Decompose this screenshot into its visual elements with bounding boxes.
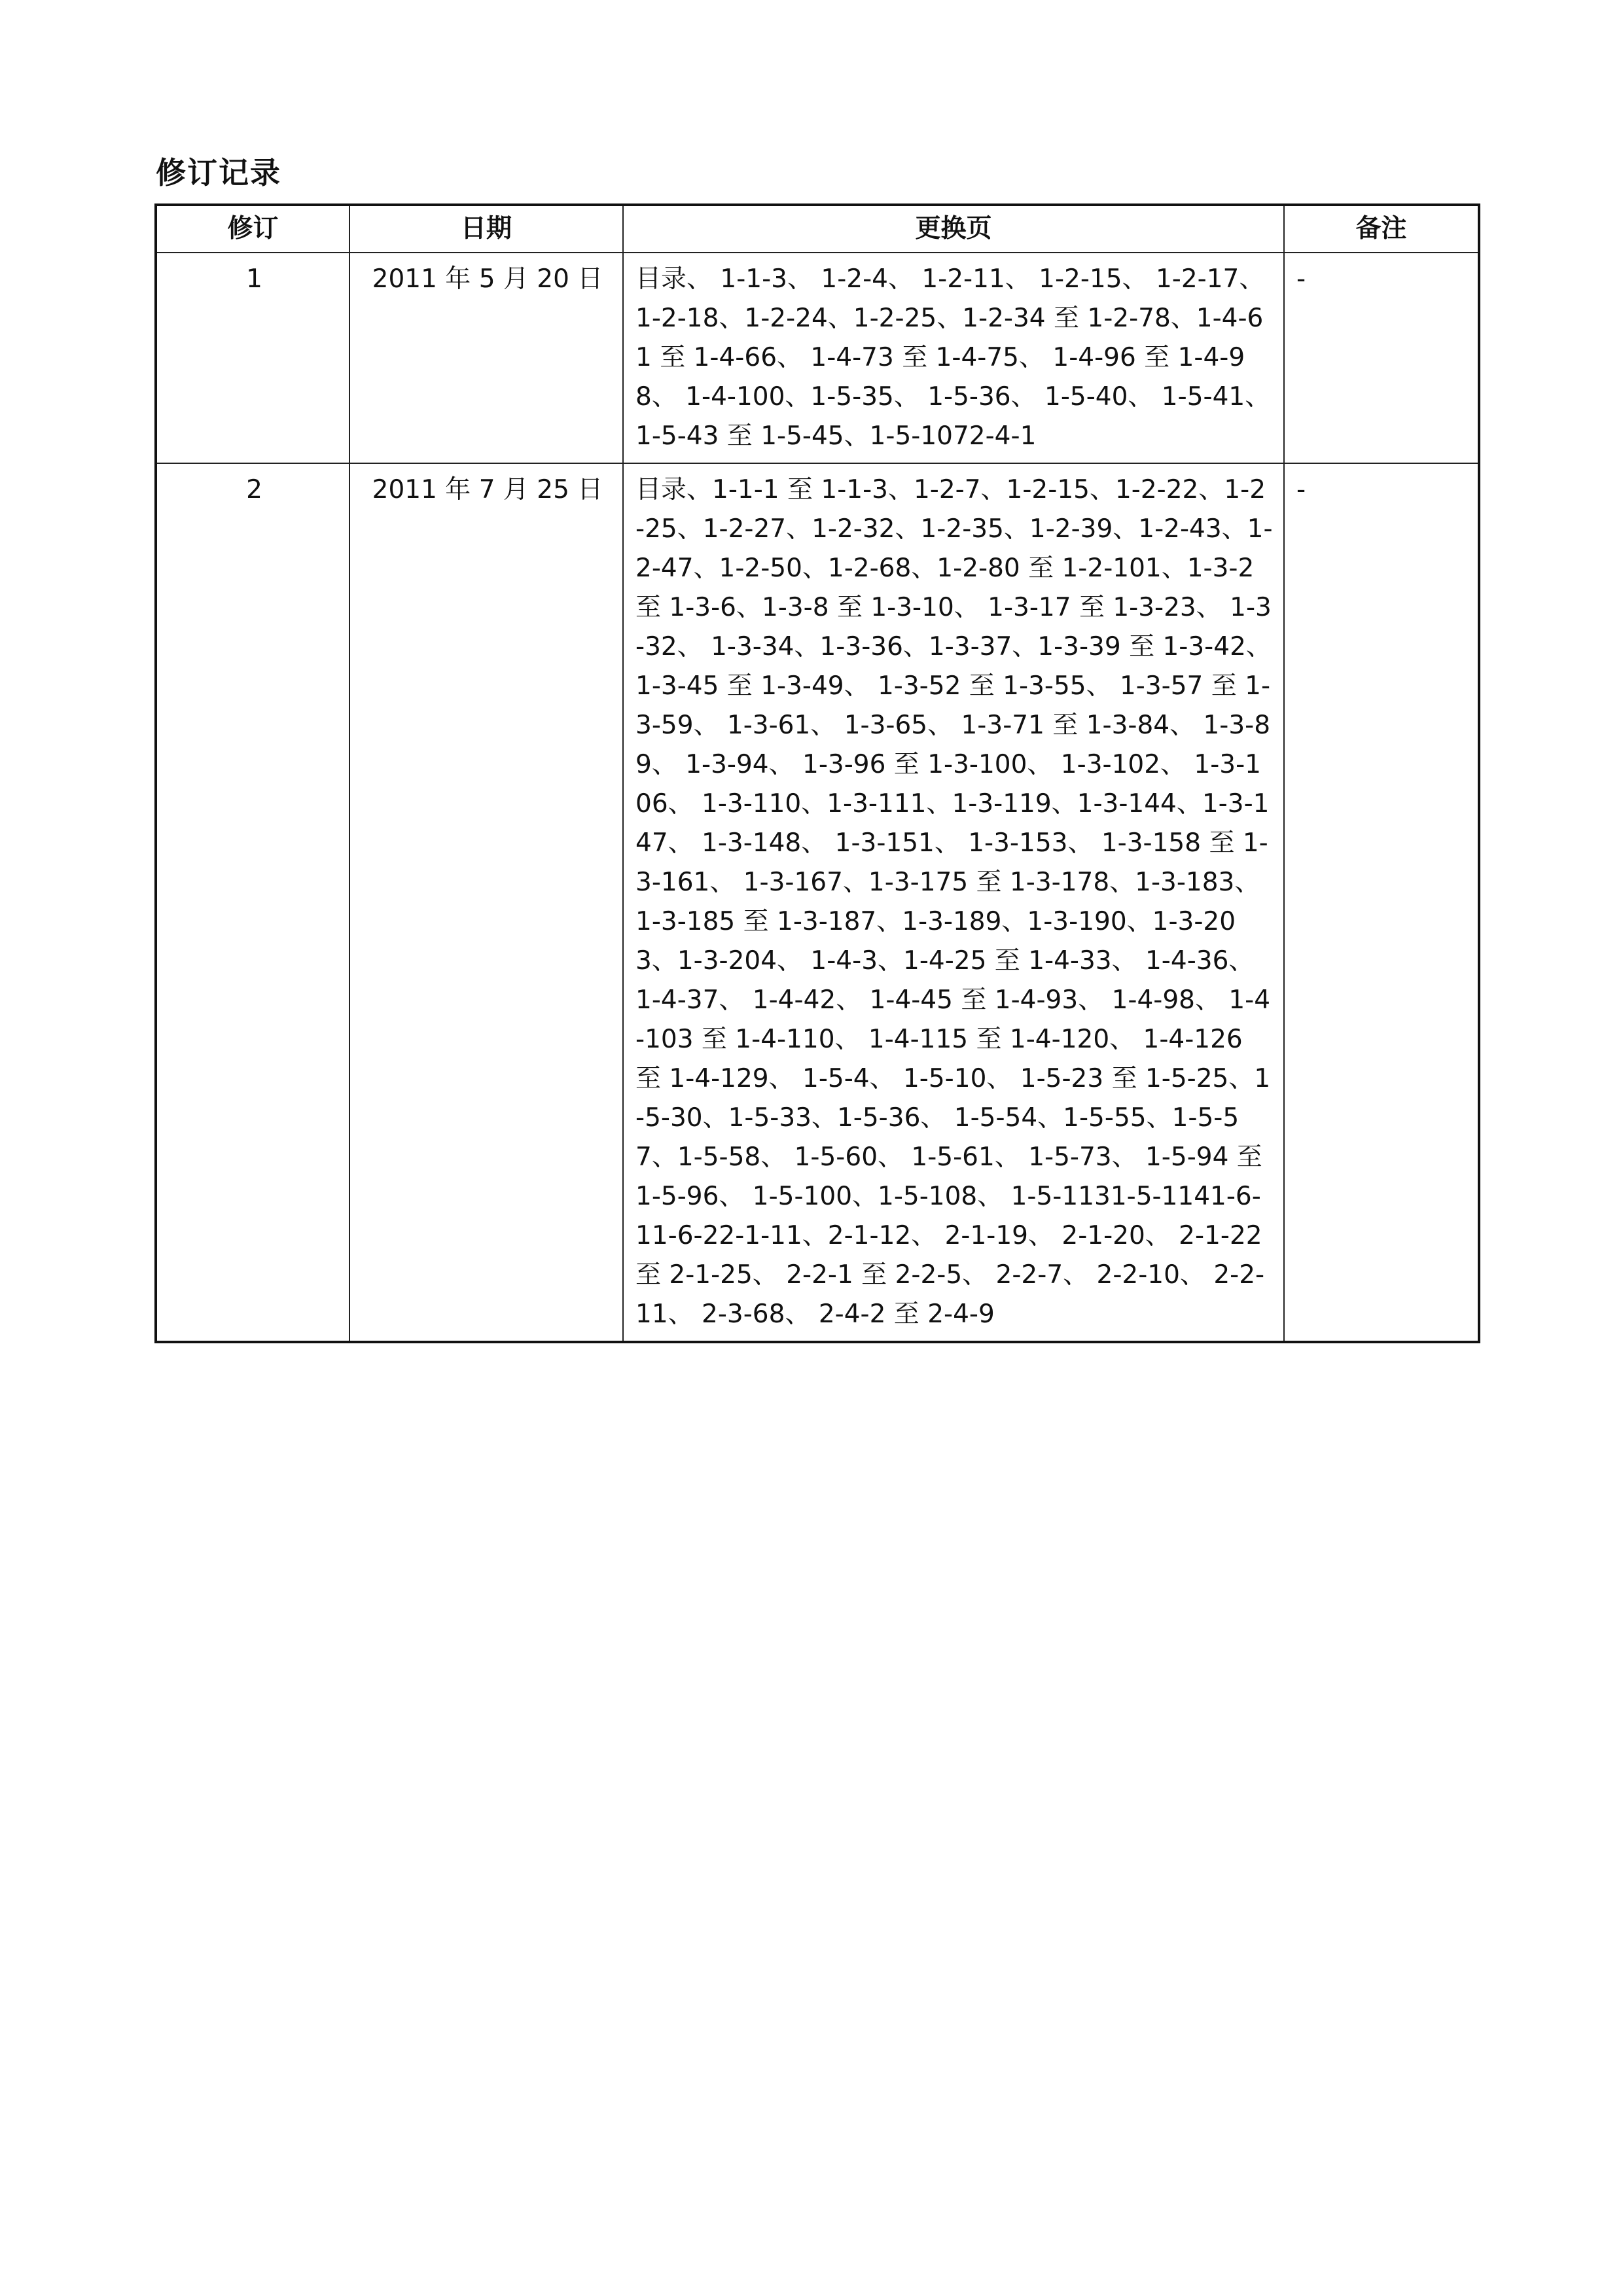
header-date: 日期 [349,205,623,253]
revision-number: 2 [156,463,349,1342]
replaced-pages: 目录、 1-1-3、 1-2-4、 1-2-11、 1-2-15、 1-2-17、 1-2-18、1-2-24、1-2-25、1-2-34 至 1-2-78、1-4-61 至 1-4-66、 1-4-73 至 1-4-75、 1-4-96 至 1-4-98、 1-4-100、1-5-35、 1-5-36、 1-5-40、 1-5-41、 1-5-43 至 1-5-45、1-5-1072-4-1 [623,253,1284,463]
revision-notes: - [1284,253,1479,463]
header-pages: 更换页 [623,205,1284,253]
replaced-pages: 目录、1-1-1 至 1-1-3、1-2-7、1-2-15、1-2-22、1-2-25、1-2-27、1-2-32、1-2-35、1-2-39、1-2-43、1-2-47、1-2-50、1-2-68、1-2-80 至 1-2-101、1-3-2 至 1-3-6、1-3-8 至 1-3-10、 1-3-17 至 1-3-23、 1-3-32、 1-3-34、1-3-36、1-3-37、1-3-39 至 1-3-42、1-3-45 至 1-3-49、 1-3-52 至 1-3-55、 1-3-57 至 1-3-59、 1-3-61、 1-3-65、 1-3-71 至 1-3-84、 1-3-89、 1-3-94、 1-3-96 至 1-3-100、 1-3-102、 1-3-106、 1-3-110、1-3-111、1-3-119、1-3-144、1-3-147、 1-3-148、 1-3-151、 1-3-153、 1-3-158 至 1-3-161、 1-3-167、1-3-175 至 1-3-178、1-3-183、1-3-185 至 1-3-187、1-3-189、1-3-190、1-3-203、1-3-204、 1-4-3、1-4-25 至 1-4-33、 1-4-36、 1-4-37、 1-4-42、 1-4-45 至 1-4-93、 1-4-98、 1-4-103 至 1-4-110、 1-4-115 至 1-4-120、 1-4-126 至 1-4-129、 1-5-4、 1-5-10、 1-5-23 至 1-5-25、1-5-30、1-5-33、1-5-36、 1-5-54、1-5-55、1-5-57、1-5-58、 1-5-60、 1-5-61、 1-5-73、 1-5-94 至 1-5-96、 1-5-100、1-5-108、 1-5-1131-5-1141-6-11-6-22-1-11、2-1-12、 2-1-19、 2-1-20、 2-1-22 至 2-1-25、 2-2-1 至 2-2-5、 2-2-7、 2-2-10、 2-2-11、 2-3-68、 2-4-2 至 2-4-9 [623,463,1284,1342]
page-title: 修订记录 [156,155,281,190]
header-revision: 修订 [156,205,349,253]
revision-date: 2011 年 5 月 20 日 [349,253,623,463]
revision-notes: - [1284,463,1479,1342]
header-notes: 备注 [1284,205,1479,253]
revision-history-table [154,203,1480,1343]
table-row [156,253,1479,463]
revision-date: 2011 年 7 月 25 日 [349,463,623,1342]
table-header-row [156,205,1479,253]
table-row [156,463,1479,1342]
revision-number: 1 [156,253,349,463]
